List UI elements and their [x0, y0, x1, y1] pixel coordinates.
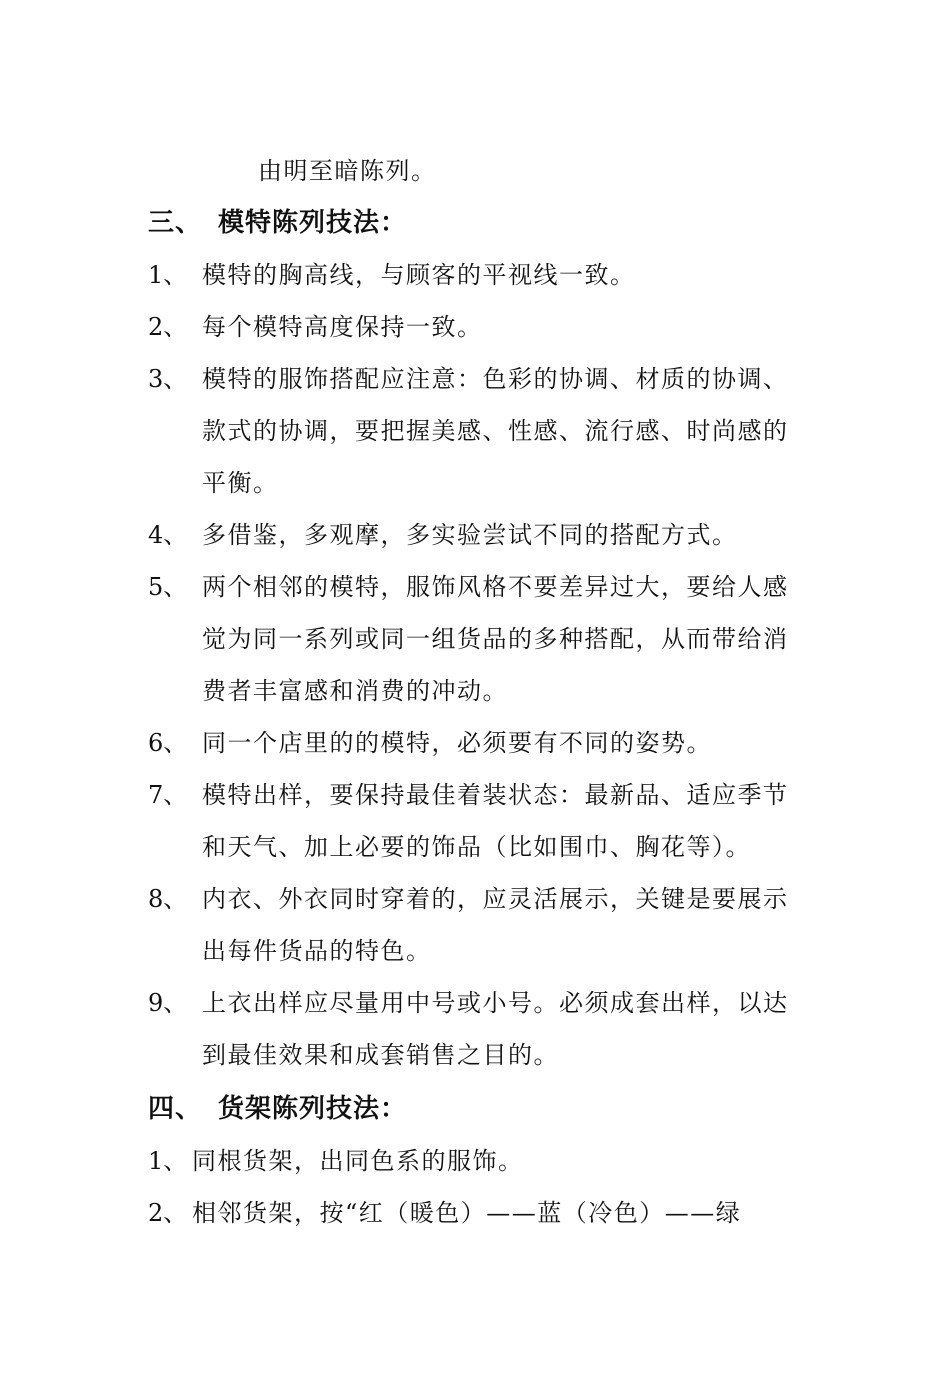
section3-item-9-line-1: 上衣出样应尽量用中号或小号。必须成套出样，以达	[202, 989, 789, 1017]
section3-item-1-line-1: 模特的胸高线，与顾客的平视线一致。	[202, 261, 636, 289]
section3-item-7-line-2: 和天气、加上必要的饰品（比如围巾、胸花等）。	[202, 833, 751, 861]
section3-item-8-line-1: 内衣、外衣同时穿着的，应灵活展示，关键是要展示	[202, 885, 789, 913]
section4-heading-num: 四、	[148, 1094, 203, 1124]
section3-item-1-num: 1、	[148, 261, 188, 289]
section3-item-3-line-2: 款式的协调，要把握美感、性感、流行感、时尚感的	[202, 417, 789, 445]
section4-item-2-num: 2、	[148, 1199, 188, 1227]
section3-item-7-num: 7、	[148, 781, 188, 809]
section3-heading-num: 三、	[148, 208, 203, 238]
section3-item-3-num: 3、	[148, 365, 188, 393]
section3-item-4-num: 4、	[148, 521, 188, 549]
section3-item-7-line-1: 模特出样，要保持最佳着装状态：最新品、适应季节	[202, 781, 789, 809]
section4-heading-text: 货架陈列技法：	[218, 1094, 408, 1124]
section3-item-6-num: 6、	[148, 729, 188, 757]
section4-item-1-num: 1、	[148, 1147, 188, 1175]
section3-item-8-line-2: 出每件货品的特色。	[202, 937, 432, 965]
section3-item-2-line-1: 每个模特高度保持一致。	[202, 313, 483, 341]
intro-tail-text: 由明至暗陈列。	[258, 157, 437, 185]
section3-item-5-num: 5、	[148, 573, 188, 601]
section4-item-2-line-1: 相邻货架，按“红（暖色）——蓝（冷色）——绿	[192, 1199, 742, 1227]
section3-item-6-line-1: 同一个店里的的模特，必须要有不同的姿势。	[202, 729, 712, 757]
section3-heading-text: 模特陈列技法：	[218, 208, 408, 238]
section3-item-9-num: 9、	[148, 989, 188, 1017]
section3-item-8-num: 8、	[148, 885, 188, 913]
section3-item-3-line-1: 模特的服饰搭配应注意：色彩的协调、材质的协调、	[202, 365, 789, 393]
section3-item-5-line-2: 觉为同一系列或同一组货品的多种搭配，从而带给消	[202, 625, 789, 653]
section3-item-3-line-3: 平衡。	[202, 469, 279, 497]
section3-item-5-line-3: 费者丰富感和消费的冲动。	[202, 677, 508, 705]
section3-item-5-line-1: 两个相邻的模特，服饰风格不要差异过大，要给人感	[202, 573, 789, 601]
section3-item-4-line-1: 多借鉴，多观摩，多实验尝试不同的搭配方式。	[202, 521, 738, 549]
section4-item-1-line-1: 同根货架，出同色系的服饰。	[192, 1147, 524, 1175]
section3-item-2-num: 2、	[148, 313, 188, 341]
section3-item-9-line-2: 到最佳效果和成套销售之目的。	[202, 1041, 559, 1069]
